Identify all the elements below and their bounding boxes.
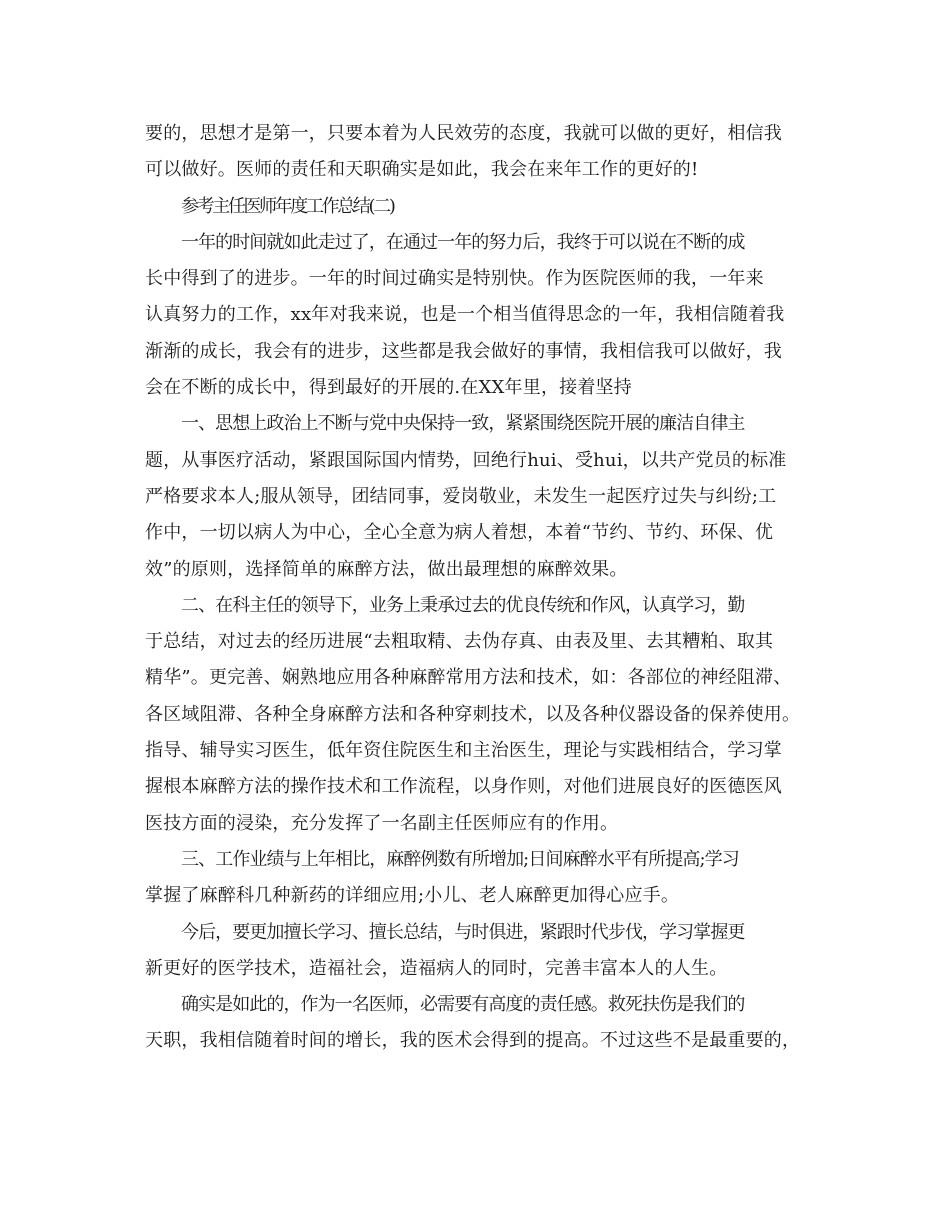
text-line: 会在不断的成长中，得到最好的开展的.在XX年里，接着坚持	[145, 377, 632, 399]
text-line: 指导、辅导实习医生，低年资住院医生和主治医生，理论与实践相结合，学习掌	[145, 740, 782, 762]
text-line: 握根本麻醉方法的操作技术和工作流程，以身作则，对他们进展良好的医德医风	[145, 776, 782, 798]
text-line: 题，从事医疗活动，紧跟国际国内情势，回绝行hui、受hui，以共产党员的标准	[145, 449, 787, 471]
document-body	[145, 116, 810, 1060]
text-line: 要的，思想才是第一，只要本着为人民效劳的态度，我就可以做的更好，相信我	[145, 123, 782, 144]
paragraph-p2	[145, 189, 810, 225]
text-line: 渐渐的成长，我会有的进步，这些都是我会做好的事情，我相信我可以做好，我	[145, 340, 782, 362]
text-line: 各区域阻滞、各种全身麻醉方法和各种穿刺技术，以及各种仪器设备的保养使用。	[145, 703, 801, 725]
paragraph-p4	[145, 406, 810, 587]
text-line: 作中，一切以病人为中心，全心全意为病人着想，本着“节约、节约、环保、优	[145, 522, 774, 544]
text-line: 严格要求本人;服从领导，团结同事，爱岗敬业，未发生一起医疗过失与纠纷;工	[145, 485, 777, 507]
text-line: 一、思想上政治上不断与党中央保持一致，紧紧围绕医院开展的廉洁自律主	[181, 413, 745, 435]
paragraph-p5	[145, 588, 810, 842]
text-line: 一年的时间就如此走过了，在通过一年的努力后，我终于可以说在不断的成	[181, 231, 745, 253]
text-line: 天职，我相信随着时间的增长，我的医术会得到的提高。不过这些不是最重要的，	[145, 1030, 801, 1052]
text-line: 二、在科主任的领导下，业务上秉承过去的优良传统和作风，认真学习，勤	[181, 594, 745, 616]
text-line: 可以做好。医师的责任和天职确实是如此，我会在来年工作的更好的!	[145, 159, 699, 181]
text-line: 参考主任医师年度工作总结(二)	[181, 195, 394, 217]
text-line: 于总结，对过去的经历进展“去粗取精、去伪存真、由表及里、去其糟粕、取其	[145, 631, 774, 653]
text-line: 医技方面的浸染，充分发挥了一名副主任医师应有的作用。	[145, 812, 619, 834]
text-line: 三、工作业绩与上年相比，麻醉例数有所增加;日间麻醉水平有所提高;学习	[181, 848, 739, 870]
paragraph-p1	[145, 116, 810, 189]
text-line: 今后，要更加擅长学习、擅长总结，与时俱进，紧跟时代步伐，学习掌握更	[181, 921, 745, 943]
text-line: 掌握了麻醉科几种新药的详细应用;小儿、老人麻醉更加得心应手。	[145, 885, 680, 907]
text-line: 效”的原则，选择简单的麻醉方法，做出最理想的麻醉效果。	[145, 558, 628, 580]
paragraph-p8	[145, 987, 810, 1060]
paragraph-p6	[145, 842, 810, 915]
paragraph-p3	[145, 225, 810, 406]
text-line: 长中得到了的进步。一年的时间过确实是特别快。作为医院医师的我，一年来	[145, 268, 764, 290]
text-line: 精华”。更完善、娴熟地应用各种麻醉常用方法和技术，如：各部位的神经阻滞、	[145, 667, 792, 689]
text-line: 认真努力的工作，xx年对我来说，也是一个相当值得思念的一年，我相信随着我	[145, 304, 785, 326]
paragraph-p7	[145, 915, 810, 988]
text-line: 新更好的医学技术，造福社会，造福病人的同时，完善丰富本人的人生。	[145, 957, 728, 979]
text-line: 确实是如此的，作为一名医师，必需要有高度的责任感。救死扶伤是我们的	[181, 994, 745, 1016]
